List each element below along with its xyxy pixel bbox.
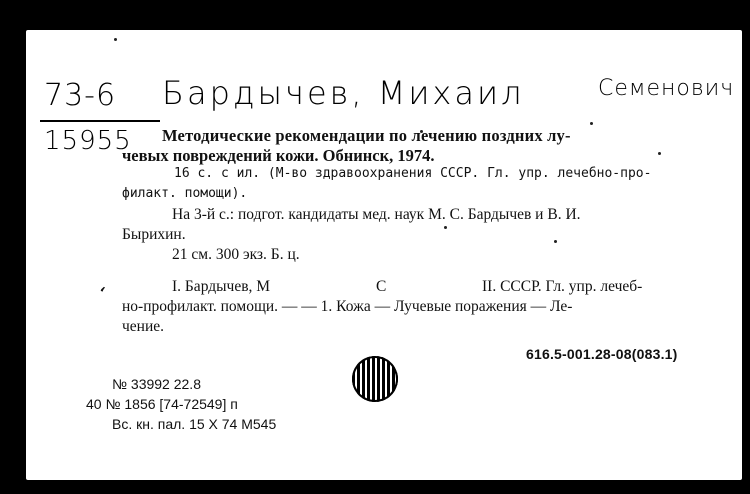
index-entry-organization: II. СССР. Гл. упр. лечеб- [482,278,643,295]
index-entry-author: I. Бардычев, М [172,278,271,295]
speck [554,240,557,243]
speck [114,38,117,41]
subject-headings: но-профилакт. помощи. — — 1. Кожа — Лучевые поражения — Ле- [122,298,573,315]
registry-number-3: Вс. кн. пал. 15 Х 74 М545 [112,416,277,432]
registry-number-2: 40 № 1856 [74-72549] п [86,396,238,412]
index-entry-marker: С [376,278,387,295]
description-line-7: 21 см. 300 экз. Б. ц. [172,246,300,263]
description-line-5: На 3-й с.: подгот. кандидаты мед. наук М. С. Бардычев и В. И. [172,206,581,223]
code-divider-line [40,120,160,122]
punch-hole [352,356,398,402]
catalog-card [26,30,742,480]
title-line-1: Методические рекомендации по лечению поздних лу- [162,126,571,145]
title-line-2: чевых повреждений кожи. Обнинск, 1974. [122,146,435,165]
handwritten-code-bottom: 15955 [44,126,132,156]
udc-code: 616.5-001.28-08(083.1) [526,346,678,362]
description-line-3: 16 с. с ил. (М-во здравоохранения СССР. Гл. упр. лечебно-про- [174,166,652,181]
subject-headings-end: чение. [122,318,165,335]
speck [590,122,593,125]
handwritten-author: Бардычев, Михаил [162,74,525,112]
handwritten-code-top: 73-6 [44,78,117,113]
description-line-4: филакт. помощи). [122,186,248,201]
pencil-tick-mark: ʻ [94,281,109,307]
description-line-6: Бырихин. [122,226,186,243]
speck [658,152,661,155]
handwritten-patronymic: Семенович [598,76,735,101]
registry-number-1: № 33992 22.8 [112,376,201,392]
speck [444,226,447,229]
